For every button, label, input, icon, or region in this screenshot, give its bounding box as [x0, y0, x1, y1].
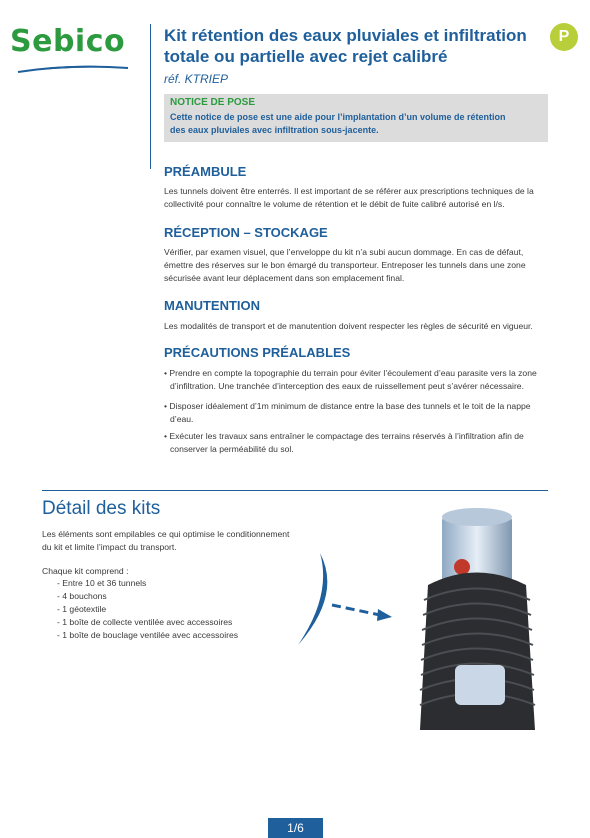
text-line: conserver la perméabilité du sol. [170, 444, 294, 454]
kit-item: - 1 boîte de bouclage ventilée avec accessoires [57, 630, 239, 640]
text-line: • Exécuter les travaux sans entraîner le compactage des terrains réservés à l’infiltration afin de [164, 431, 524, 441]
text-line: d’infiltration. Une tranchée d’interception des eaux de ruissellement peut s’avérer nécessaire. [170, 381, 524, 391]
notice-body [170, 111, 542, 137]
bullet-item [164, 400, 531, 426]
text-line: émettre des réserves sur le bon émargé du transporteur. Entreposer les tunnels dans une zone [164, 260, 526, 270]
heading-manutention: MANUTENTION [164, 298, 261, 313]
text-line: du kit et limite l’impact du transport. [42, 542, 177, 552]
kit-item: - 1 géotextile [57, 604, 107, 614]
bullet-item [164, 367, 537, 393]
kit-item: - 4 bouchons [57, 591, 107, 601]
kit-item: - Entre 10 et 36 tunnels [57, 578, 147, 588]
text-line: • Prendre en compte la topographie du terrain pour éviter l’écoulement d’eau parasite vers la zone [164, 368, 537, 378]
reference: réf. KTRIEP [164, 72, 229, 86]
kit-item: - 1 boîte de collecte ventilée avec accessoires [57, 617, 233, 627]
heading-kits: Détail des kits [42, 498, 161, 519]
header-divider [150, 24, 151, 169]
paragraph-preambule [164, 185, 544, 211]
text-line: sécurisée avant leur déplacement dans son emplacement final. [164, 273, 405, 283]
title-line-2: totale ou partielle avec rejet calibré [164, 47, 448, 66]
arrow-icon [290, 545, 410, 655]
sebico-logo [10, 24, 140, 84]
text-line: collectivité pour connaître le volume de rétention et le débit de fuite calibré autorisé en l/s. [164, 199, 505, 209]
heading-preambule: PRÉAMBULE [164, 164, 247, 179]
title-line-1: Kit rétention des eaux pluviales et infiltration [164, 26, 527, 45]
tunnel-product-image [400, 505, 540, 730]
paragraph-manutention: Les modalités de transport et de manutention doivent respecter les règles de sécurité en vigueur. [164, 321, 533, 331]
notice-line-1: Cette notice de pose est une aide pour l’implantation d’un volume de rétention [170, 112, 506, 122]
notice-line-2: des eaux pluviales avec infiltration sous-jacente. [170, 125, 379, 135]
kit-contents-intro: Chaque kit comprend : [42, 566, 129, 576]
logo-text: Sebico [10, 24, 126, 59]
page-number: 1/6 [268, 818, 323, 838]
text-line: d’eau. [170, 414, 194, 424]
heading-precautions: PRÉCAUTIONS PRÉALABLES [164, 345, 351, 360]
text-line: Les éléments sont empilables ce qui optimise le conditionnement [42, 529, 290, 539]
text-line: Vérifier, par examen visuel, que l’enveloppe du kit n’a subi aucun dommage. En cas de défaut, [164, 247, 524, 257]
heading-reception: RÉCEPTION – STOCKAGE [164, 225, 328, 240]
text-line: • Disposer idéalement d’1m minimum de distance entre la base des tunnels et le toit de la nappe [164, 401, 531, 411]
text-line: Les tunnels doivent être enterrés. Il est important de se référer aux prescriptions techniques de la [164, 186, 534, 196]
paragraph-reception [164, 246, 544, 285]
paragraph-kits [42, 528, 312, 554]
notice-title: NOTICE DE POSE [170, 97, 256, 108]
bullet-item [164, 430, 524, 456]
section-divider [42, 490, 548, 491]
document-title [164, 25, 544, 67]
logo-swoosh-icon [10, 60, 140, 80]
category-badge: P [550, 23, 578, 51]
